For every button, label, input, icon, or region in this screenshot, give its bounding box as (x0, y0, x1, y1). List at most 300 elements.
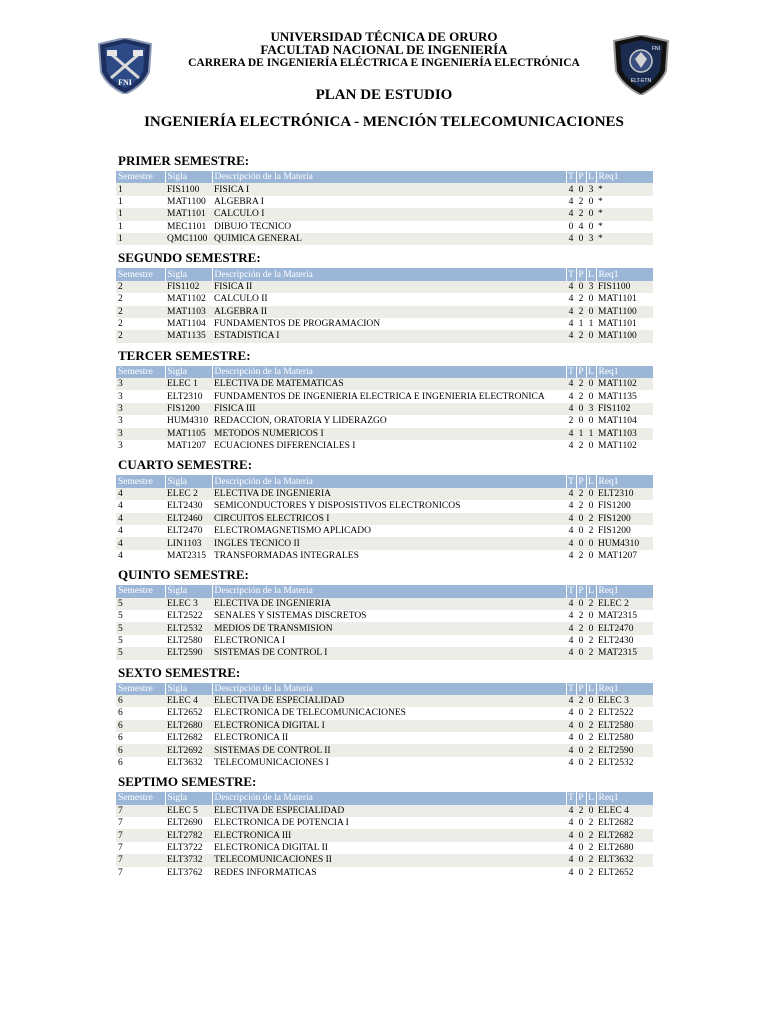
table-row (116, 854, 653, 866)
cell-t: 4 (566, 720, 576, 732)
logo-right-text: FNI (651, 46, 661, 52)
cell-semester: 6 (116, 720, 165, 732)
cell-req1: ELEC 4 (596, 805, 653, 817)
column-header-t: T (566, 268, 576, 280)
cell-t: 4 (566, 233, 576, 245)
cell-code: ELT3722 (165, 842, 212, 854)
table-row (116, 757, 653, 769)
cell-p: 0 (576, 720, 586, 732)
table-row (116, 428, 653, 440)
cell-semester: 2 (116, 330, 165, 342)
cell-description: METODOS NUMERICOS I (212, 428, 566, 440)
cell-l: 0 (586, 488, 596, 500)
header-row (116, 171, 653, 183)
study-plan (116, 148, 653, 879)
column-header-semester: Semestre (116, 585, 165, 597)
cell-t: 4 (566, 428, 576, 440)
cell-p: 2 (576, 306, 586, 318)
cell-req1: ELT2680 (596, 842, 653, 854)
cell-l: 2 (586, 854, 596, 866)
cell-semester: 5 (116, 647, 165, 659)
cell-req1: ELT2652 (596, 867, 653, 879)
cell-code: ELT2460 (165, 513, 212, 525)
cell-l: 0 (586, 390, 596, 402)
cell-semester: 1 (116, 196, 165, 208)
cell-code: ELT2680 (165, 720, 212, 732)
table-row (116, 183, 653, 195)
cell-description: MEDIOS DE TRANSMISION (212, 622, 566, 634)
semester-title: SEXTO SEMESTRE: (118, 664, 241, 680)
cell-req1: ELEC 2 (596, 598, 653, 610)
table-row (116, 842, 653, 854)
cell-code: ELT2652 (165, 707, 212, 719)
table-row (116, 537, 653, 549)
column-header-description: Descripción de la Materia (212, 683, 566, 695)
cell-req1: MAT1101 (596, 318, 653, 330)
cell-l: 2 (586, 513, 596, 525)
cell-l: 0 (586, 306, 596, 318)
cell-t: 4 (566, 403, 576, 415)
cell-description: ALGEBRA II (212, 306, 566, 318)
cell-description: ESTADISTICA I (212, 330, 566, 342)
cell-t: 4 (566, 196, 576, 208)
column-header-code: Sigla (165, 475, 212, 487)
cell-description: ELECTROMAGNETISMO APLICADO (212, 525, 566, 537)
cell-description: REDES INFORMATICAS (212, 867, 566, 879)
cell-t: 4 (566, 183, 576, 195)
column-header-l: L (586, 366, 596, 378)
column-header-req1: Req1 (596, 171, 653, 183)
table-row (116, 306, 653, 318)
column-header-p: P (576, 585, 586, 597)
cell-t: 4 (566, 500, 576, 512)
cell-code: ELT2532 (165, 622, 212, 634)
cell-description: ELECTRONICA DIGITAL II (212, 842, 566, 854)
cell-p: 0 (576, 732, 586, 744)
cell-code: ELT2310 (165, 390, 212, 402)
cell-semester: 3 (116, 428, 165, 440)
column-header-t: T (566, 683, 576, 695)
cell-semester: 7 (116, 829, 165, 841)
cell-description: DIBUJO TECNICO (212, 221, 566, 233)
column-header-description: Descripción de la Materia (212, 475, 566, 487)
table-row (116, 744, 653, 756)
cell-code: LIN1103 (165, 537, 212, 549)
cell-p: 2 (576, 390, 586, 402)
column-header-l: L (586, 171, 596, 183)
header-row (116, 683, 653, 695)
cell-t: 4 (566, 525, 576, 537)
table-row (116, 695, 653, 707)
cell-l: 2 (586, 744, 596, 756)
cell-req1: FIS1200 (596, 513, 653, 525)
column-header-code: Sigla (165, 268, 212, 280)
cell-p: 2 (576, 610, 586, 622)
cell-l: 2 (586, 647, 596, 659)
cell-t: 4 (566, 440, 576, 452)
cell-description: FISICA III (212, 403, 566, 415)
cell-p: 0 (576, 281, 586, 293)
semester-table (116, 683, 654, 770)
column-header-p: P (576, 683, 586, 695)
column-header-p: P (576, 268, 586, 280)
cell-l: 0 (586, 221, 596, 233)
semester-table (116, 268, 654, 342)
cell-semester: 4 (116, 500, 165, 512)
cell-l: 2 (586, 732, 596, 744)
column-header-code: Sigla (165, 585, 212, 597)
column-header-l: L (586, 792, 596, 804)
cell-p: 0 (576, 537, 586, 549)
cell-p: 0 (576, 233, 586, 245)
table-row (116, 281, 653, 293)
cell-t: 4 (566, 707, 576, 719)
cell-req1: HUM4310 (596, 537, 653, 549)
cell-description: FUNDAMENTOS DE INGENIERIA ELECTRICA E INGENIERIA ELECTRONICA (212, 390, 566, 402)
cell-code: FIS1200 (165, 403, 212, 415)
table-row (116, 598, 653, 610)
cell-code: ELT3632 (165, 757, 212, 769)
table-row (116, 196, 653, 208)
column-header-req1: Req1 (596, 792, 653, 804)
cell-description: ECUACIONES DIFERENCIALES I (212, 440, 566, 452)
column-header-code: Sigla (165, 792, 212, 804)
column-header-description: Descripción de la Materia (212, 366, 566, 378)
cell-p: 2 (576, 330, 586, 342)
cell-semester: 5 (116, 598, 165, 610)
cell-l: 0 (586, 330, 596, 342)
table-row (116, 488, 653, 500)
table-row (116, 817, 653, 829)
column-header-l: L (586, 585, 596, 597)
semester-title: PRIMER SEMESTRE: (118, 153, 250, 168)
cell-t: 4 (566, 306, 576, 318)
cell-p: 0 (576, 867, 586, 879)
logo-right-bottom: ELT-ETN (630, 78, 652, 84)
cell-description: ELECTIVA DE ESPECIALIDAD (212, 805, 566, 817)
table-row (116, 513, 653, 525)
table-row (116, 622, 653, 634)
cell-l: 0 (586, 500, 596, 512)
cell-l: 2 (586, 525, 596, 537)
column-header-req1: Req1 (596, 585, 653, 597)
cell-t: 4 (566, 488, 576, 500)
cell-l: 3 (586, 403, 596, 415)
cell-code: ELT2692 (165, 744, 212, 756)
column-header-semester: Semestre (116, 475, 165, 487)
cell-t: 4 (566, 829, 576, 841)
cell-req1: MAT1100 (596, 306, 653, 318)
cell-t: 4 (566, 867, 576, 879)
cell-l: 2 (586, 720, 596, 732)
semester-title: CUARTO SEMESTRE: (118, 457, 253, 473)
cell-description: REDACCION, ORATORIA Y LIDERAZGO (212, 415, 566, 427)
cell-code: MAT1102 (165, 293, 212, 305)
cell-description: TRANSFORMADAS INTEGRALES (212, 550, 566, 562)
faculty-name: FACULTAD NACIONAL DE INGENIERÍA (260, 42, 508, 57)
cell-req1: ELT2682 (596, 829, 653, 841)
cell-l: 0 (586, 440, 596, 452)
cell-code: MAT1104 (165, 318, 212, 330)
cell-t: 4 (566, 854, 576, 866)
cell-t: 4 (566, 330, 576, 342)
table-row (116, 390, 653, 402)
cell-req1: ELT2522 (596, 707, 653, 719)
cell-code: MAT2315 (165, 550, 212, 562)
cell-l: 2 (586, 817, 596, 829)
cell-p: 0 (576, 854, 586, 866)
cell-l: 3 (586, 281, 596, 293)
cell-p: 0 (576, 635, 586, 647)
cell-description: CALCULO II (212, 293, 566, 305)
table-row (116, 867, 653, 879)
cell-l: 0 (586, 610, 596, 622)
cell-t: 4 (566, 757, 576, 769)
cell-l: 2 (586, 757, 596, 769)
cell-description: TELECOMUNICACIONES II (212, 854, 566, 866)
cell-p: 2 (576, 695, 586, 707)
cell-description: ELECTRONICA DE POTENCIA I (212, 817, 566, 829)
cell-code: ELT2782 (165, 829, 212, 841)
cell-semester: 4 (116, 550, 165, 562)
table-row (116, 829, 653, 841)
table-row (116, 415, 653, 427)
cell-req1: * (596, 196, 653, 208)
column-header-l: L (586, 683, 596, 695)
cell-semester: 3 (116, 378, 165, 390)
table-row (116, 221, 653, 233)
column-header-semester: Semestre (116, 683, 165, 695)
column-header-p: P (576, 792, 586, 804)
cell-req1: MAT1103 (596, 428, 653, 440)
cell-req1: ELEC 3 (596, 695, 653, 707)
cell-l: 0 (586, 695, 596, 707)
cell-t: 2 (566, 415, 576, 427)
cell-req1: MAT1102 (596, 378, 653, 390)
cell-p: 0 (576, 757, 586, 769)
cell-req1: MAT1101 (596, 293, 653, 305)
cell-req1: MAT1104 (596, 415, 653, 427)
cell-t: 4 (566, 610, 576, 622)
cell-description: FISICA I (212, 183, 566, 195)
cell-req1: MAT1102 (596, 440, 653, 452)
table-row (116, 403, 653, 415)
cell-l: 2 (586, 867, 596, 879)
cell-l: 2 (586, 707, 596, 719)
cell-p: 2 (576, 805, 586, 817)
cell-semester: 5 (116, 622, 165, 634)
column-header-t: T (566, 475, 576, 487)
column-header-semester: Semestre (116, 792, 165, 804)
cell-t: 4 (566, 817, 576, 829)
cell-code: HUM4310 (165, 415, 212, 427)
cell-p: 0 (576, 829, 586, 841)
table-row (116, 610, 653, 622)
table-row (116, 550, 653, 562)
cell-l: 0 (586, 208, 596, 220)
column-header-description: Descripción de la Materia (212, 585, 566, 597)
cell-req1: ELT2590 (596, 744, 653, 756)
cell-code: ELT2682 (165, 732, 212, 744)
table-row (116, 233, 653, 245)
cell-p: 0 (576, 647, 586, 659)
header-row (116, 268, 653, 280)
column-header-code: Sigla (165, 171, 212, 183)
cell-p: 0 (576, 817, 586, 829)
cell-code: ELT2590 (165, 647, 212, 659)
table-row (116, 318, 653, 330)
cell-code: ELT2470 (165, 525, 212, 537)
logo-left-text: FNI (118, 78, 132, 87)
university-name: UNIVERSIDAD TÉCNICA DE ORURO (270, 29, 498, 44)
table-row (116, 707, 653, 719)
column-header-semester: Semestre (116, 268, 165, 280)
semester-title: SEPTIMO SEMESTRE: (118, 774, 257, 790)
column-header-description: Descripción de la Materia (212, 171, 566, 183)
column-header-semester: Semestre (116, 171, 165, 183)
column-header-p: P (576, 475, 586, 487)
cell-t: 4 (566, 635, 576, 647)
cell-semester: 2 (116, 293, 165, 305)
cell-description: ELECTRONICA III (212, 829, 566, 841)
cell-code: MAT1103 (165, 306, 212, 318)
cell-semester: 7 (116, 842, 165, 854)
cell-code: MAT1207 (165, 440, 212, 452)
cell-req1: ELT2580 (596, 720, 653, 732)
cell-l: 0 (586, 415, 596, 427)
column-header-p: P (576, 171, 586, 183)
cell-t: 4 (566, 622, 576, 634)
cell-t: 4 (566, 842, 576, 854)
cell-code: MAT1100 (165, 196, 212, 208)
cell-semester: 6 (116, 695, 165, 707)
cell-semester: 6 (116, 757, 165, 769)
cell-t: 4 (566, 695, 576, 707)
cell-l: 0 (586, 537, 596, 549)
cell-req1: * (596, 233, 653, 245)
cell-req1: ELT2310 (596, 488, 653, 500)
cell-p: 0 (576, 598, 586, 610)
cell-semester: 4 (116, 488, 165, 500)
table-row (116, 647, 653, 659)
cell-description: SISTEMAS DE CONTROL II (212, 744, 566, 756)
table-row (116, 500, 653, 512)
column-header-description: Descripción de la Materia (212, 792, 566, 804)
cell-semester: 6 (116, 707, 165, 719)
table-row (116, 378, 653, 390)
cell-semester: 5 (116, 635, 165, 647)
cell-t: 4 (566, 550, 576, 562)
table-row (116, 732, 653, 744)
column-header-req1: Req1 (596, 475, 653, 487)
cell-semester: 1 (116, 208, 165, 220)
header-row (116, 585, 653, 597)
cell-t: 0 (566, 221, 576, 233)
cell-req1: ELT2470 (596, 622, 653, 634)
cell-p: 2 (576, 196, 586, 208)
cell-description: ELECTRONICA II (212, 732, 566, 744)
cell-p: 2 (576, 208, 586, 220)
cell-l: 1 (586, 318, 596, 330)
column-header-p: P (576, 366, 586, 378)
cell-req1: * (596, 183, 653, 195)
cell-semester: 2 (116, 318, 165, 330)
semester-table (116, 366, 654, 453)
cell-p: 2 (576, 500, 586, 512)
cell-l: 2 (586, 842, 596, 854)
cell-req1: FIS1100 (596, 281, 653, 293)
cell-description: SENALES Y SISTEMAS DISCRETOS (212, 610, 566, 622)
cell-code: ELEC 2 (165, 488, 212, 500)
table-row (116, 805, 653, 817)
cell-p: 0 (576, 842, 586, 854)
cell-semester: 5 (116, 610, 165, 622)
cell-code: ELEC 5 (165, 805, 212, 817)
cell-t: 4 (566, 208, 576, 220)
cell-req1: ELT2682 (596, 817, 653, 829)
cell-code: MAT1135 (165, 330, 212, 342)
cell-t: 4 (566, 744, 576, 756)
table-row (116, 525, 653, 537)
cell-semester: 7 (116, 854, 165, 866)
cell-code: ELEC 4 (165, 695, 212, 707)
column-header-t: T (566, 792, 576, 804)
cell-p: 2 (576, 293, 586, 305)
cell-p: 0 (576, 744, 586, 756)
cell-l: 2 (586, 598, 596, 610)
cell-req1: MAT2315 (596, 610, 653, 622)
cell-description: CALCULO I (212, 208, 566, 220)
cell-description: ELECTRONICA DIGITAL I (212, 720, 566, 732)
cell-semester: 2 (116, 281, 165, 293)
cell-description: SEMICONDUCTORES Y DISPOSISTIVOS ELECTRONICOS (212, 500, 566, 512)
cell-l: 2 (586, 829, 596, 841)
cell-description: ELECTRONICA DE TELECOMUNICACIONES (212, 707, 566, 719)
column-header-code: Sigla (165, 366, 212, 378)
cell-l: 2 (586, 635, 596, 647)
career-name: CARRERA DE INGENIERÍA ELÉCTRICA E INGENIERÍA ELECTRÓNICA (188, 57, 580, 69)
cell-l: 0 (586, 550, 596, 562)
cell-semester: 7 (116, 805, 165, 817)
header-row (116, 366, 653, 378)
cell-semester: 3 (116, 403, 165, 415)
cell-req1: MAT1207 (596, 550, 653, 562)
cell-req1: MAT1135 (596, 390, 653, 402)
cell-description: QUIMICA GENERAL (212, 233, 566, 245)
cell-description: FISICA II (212, 281, 566, 293)
column-header-l: L (586, 475, 596, 487)
cell-semester: 6 (116, 732, 165, 744)
cell-p: 1 (576, 428, 586, 440)
cell-l: 0 (586, 293, 596, 305)
cell-p: 0 (576, 415, 586, 427)
header-row (116, 475, 653, 487)
table-row (116, 293, 653, 305)
plan-title: PLAN DE ESTUDIO (315, 87, 453, 103)
cell-p: 0 (576, 513, 586, 525)
cell-code: MEC1101 (165, 221, 212, 233)
cell-description: TELECOMUNICACIONES I (212, 757, 566, 769)
cell-code: ELEC 1 (165, 378, 212, 390)
cell-t: 4 (566, 513, 576, 525)
cell-code: FIS1102 (165, 281, 212, 293)
table-row (116, 720, 653, 732)
cell-req1: FIS1102 (596, 403, 653, 415)
document-header (0, 30, 768, 70)
cell-req1: * (596, 208, 653, 220)
cell-semester: 3 (116, 415, 165, 427)
cell-req1: MAT2315 (596, 647, 653, 659)
